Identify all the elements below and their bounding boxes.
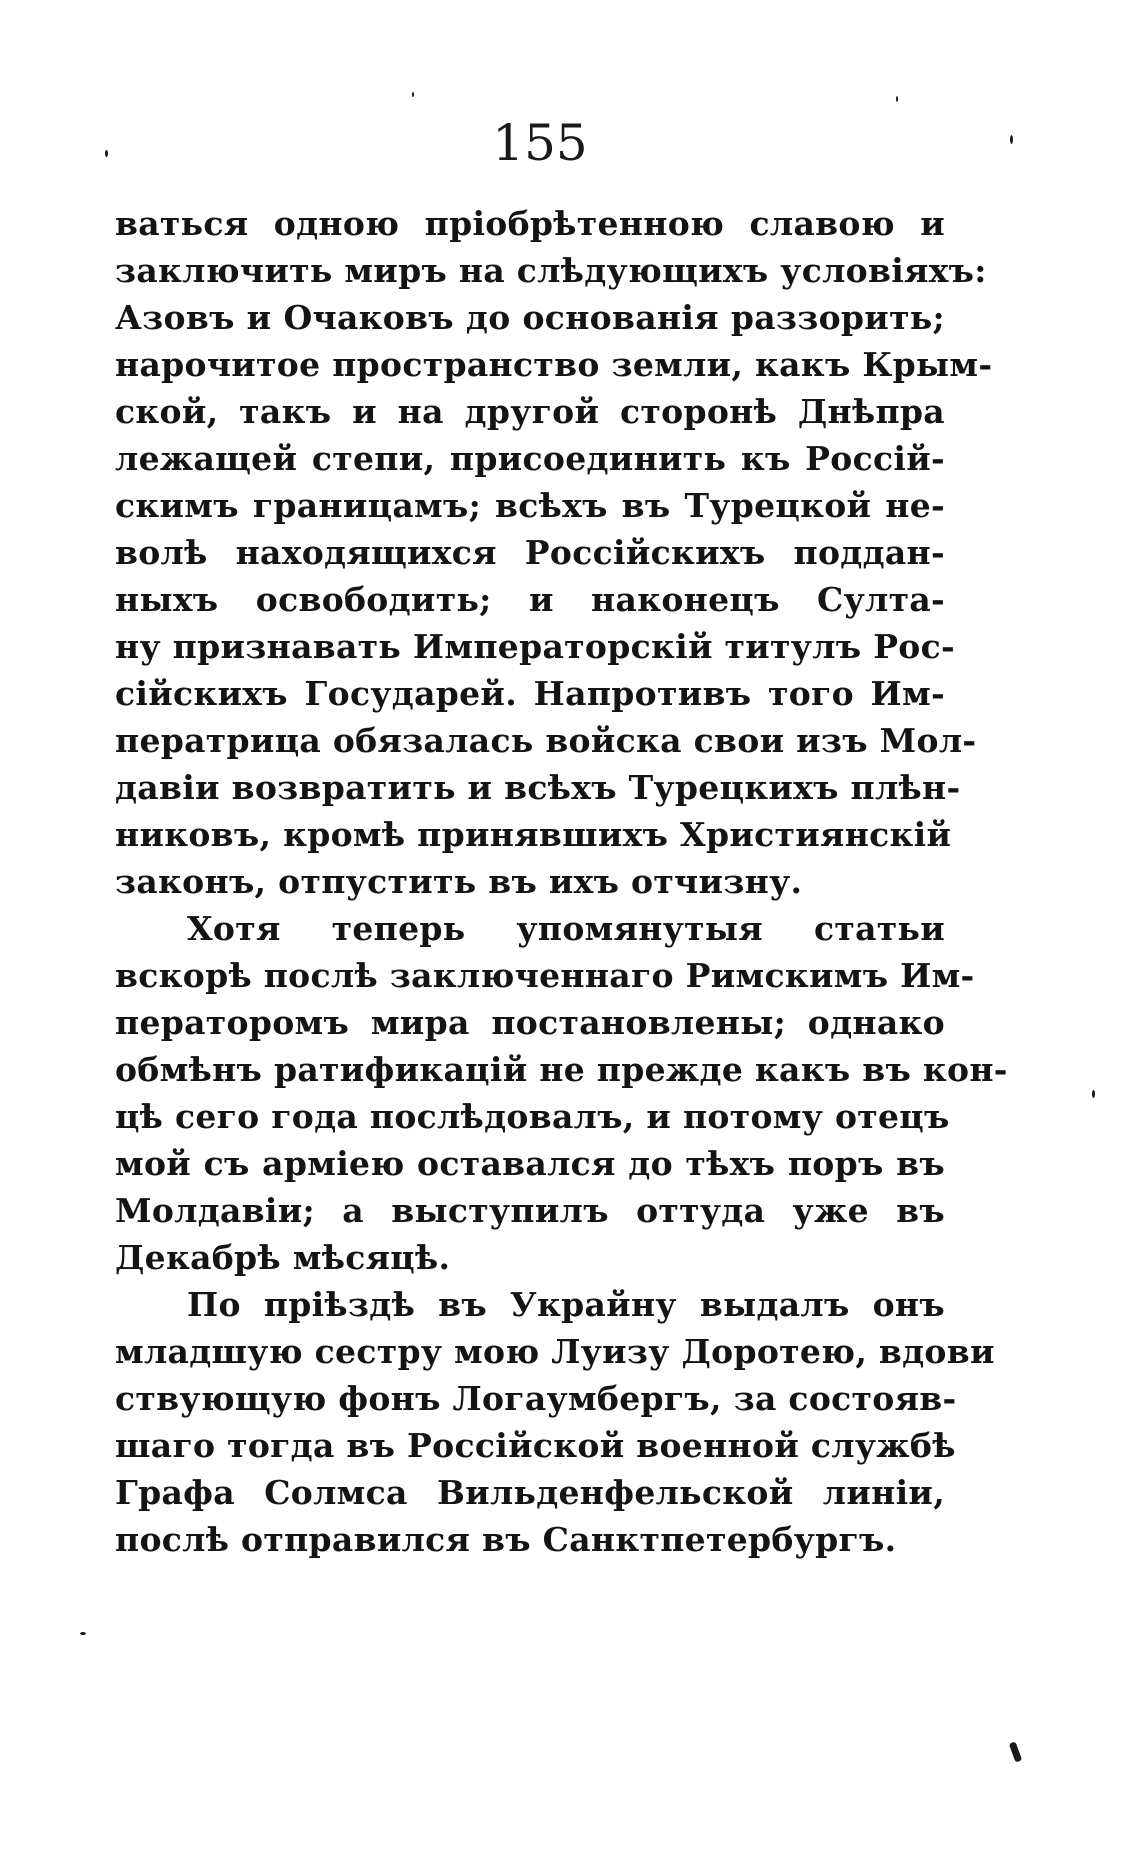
paragraph-2 — [115, 905, 1008, 1281]
text-line: ператоромъ мира постановлены; однако — [115, 1003, 945, 1042]
scan-speck — [1092, 1090, 1095, 1098]
text-line: Декабрѣ мѣсяцѣ. — [115, 1238, 451, 1277]
text-line: Азовъ и Очаковъ до основанія раззорить; — [115, 298, 945, 337]
text-line: законъ, отпустить въ ихъ отчизну. — [115, 862, 803, 901]
text-line: давіи возвратить и всѣхъ Турецкихъ плѣн- — [115, 768, 961, 807]
text-line: лежащей степи, присоединить къ Россій- — [115, 439, 945, 478]
scan-speck — [896, 96, 898, 102]
text-line: нарочитое пространство земли, какъ Крым- — [115, 345, 993, 384]
text-line: младшую сестру мою Луизу Доротею, вдови — [115, 1332, 995, 1371]
text-line: ской, такъ и на другой сторонѣ Днѣпра — [115, 392, 945, 431]
text-line: вскорѣ послѣ заключеннаго Римскимъ Им- — [115, 956, 975, 995]
paragraph-1 — [115, 200, 993, 905]
paragraph-3 — [115, 1281, 995, 1563]
text-line: ваться одною пріобрѣтенною славою и — [115, 204, 945, 243]
text-line: ствующую фонъ Логаумбергъ, за состояв- — [115, 1379, 957, 1418]
page-number: 155 — [492, 114, 588, 172]
text-line: обмѣнъ ратификацій не прежде какъ въ кон- — [115, 1050, 1008, 1089]
scan-speck — [105, 150, 108, 157]
text-line: Хотя теперь упомянутыя статьи — [187, 909, 945, 948]
scan-speck — [1010, 135, 1013, 144]
text-line: ператрица обязалась войска свои изъ Мол- — [115, 721, 977, 760]
text-line: ну признавать Императорскій титулъ Рос- — [115, 627, 956, 666]
text-line: Графа Солмса Вильденфельской линіи, — [115, 1473, 945, 1512]
scan-speck — [80, 1632, 86, 1635]
text-line: послѣ отправился въ Санктпетербургъ. — [115, 1520, 897, 1559]
text-line: заключить миръ на слѣдующихъ условіяхъ: — [115, 251, 987, 290]
text-line: ныхъ освободить; и наконецъ Султа- — [115, 580, 945, 619]
text-line: сійскихъ Государей. Напротивъ того Им- — [115, 674, 945, 713]
text-line: никовъ, кромѣ принявшихъ Християнскій — [115, 815, 952, 854]
scan-speck — [1009, 1741, 1022, 1762]
text-line: цѣ сего года послѣдовалъ, и потому отецъ — [115, 1097, 950, 1136]
body-text — [115, 200, 1008, 1563]
scan-speck — [412, 92, 414, 97]
text-line: шаго тогда въ Россійской военной службѣ — [115, 1426, 956, 1465]
text-line: скимъ границамъ; всѣхъ въ Турецкой не- — [115, 486, 945, 525]
text-line: По пріѣздѣ въ Украйну выдалъ онъ — [187, 1285, 945, 1324]
text-line: волѣ находящихся Россійскихъ поддан- — [115, 533, 945, 572]
text-line: Молдавіи; а выступилъ оттуда уже въ — [115, 1191, 945, 1230]
text-line: мой съ арміею оставался до тѣхъ поръ въ — [115, 1144, 945, 1183]
